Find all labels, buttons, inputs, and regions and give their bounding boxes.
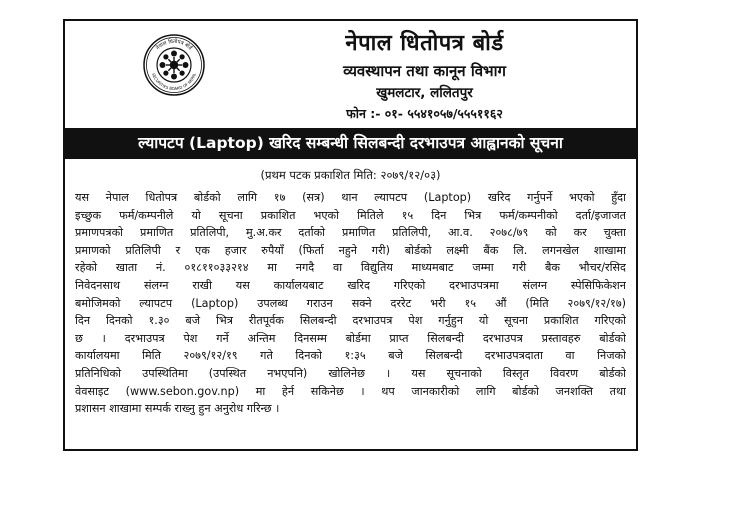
body-line: प्रशासन शाखामा सम्पर्क राख्नु हुन अनुरोध गरिन्छ ।	[75, 402, 280, 416]
notice-title: ल्यापटप (Laptop) खरिद सम्बन्धी सिलबन्दी दरभाउपत्र आह्वानको सूचना	[65, 128, 636, 159]
body-line: प्रमाणपत्रको प्रमाणित प्रतिलिपी, मु.अ.कर दर्ताको प्रमाणित प्रतिलिपी, आ.व. २०७८/७९ को कर चुक्ता	[75, 226, 626, 240]
notice-body	[75, 189, 626, 418]
seal-top-text: नेपाल धितोपत्र बोर्ड	[155, 38, 193, 52]
body-line: वेवसाइट (www.sebon.gov.np) मा हेर्न सकिनेछ । थप जानकारीको लागि बोर्डको जनशक्ति तथा	[75, 384, 626, 398]
notice-header	[65, 21, 636, 125]
body-line: इच्छुक फर्म/कम्पनीले यो सूचना प्रकाशित भएको मितिले १५ दिन भित्र फर्म/कम्पनीको दर्ता/इजाजत	[75, 208, 626, 222]
department-name: व्यवस्थापन तथा कानून विभाग	[343, 62, 506, 80]
body-line: छ । दरभाउपत्र पेश गर्ने अन्तिम दिनसम्म बोर्डमा प्राप्त सिलबन्दी दरभाउपत्र प्रस्तावहरु बोर्डको	[75, 331, 626, 345]
first-published-date: (प्रथम पटक प्रकाशित मिति: २०७९/१२/०३)	[260, 168, 441, 182]
org-address: खुमलटार, ललितपुर	[376, 85, 473, 101]
notice-box	[63, 19, 638, 451]
sebon-seal-icon	[143, 34, 205, 96]
body-line: रहेको खाता नं. ०१८११०३३२१४ मा नगदै वा विद्युतिय माध्यमबाट जम्मा गरी बैक भौचर/रसिद	[75, 261, 626, 275]
body-line: प्रमाणको प्रतिलिपी र एक हजार रुपैयाँ (फिर्ता नहुने गरी) बोर्डको लक्ष्मी बैंक लि. लगनखेल शाखामा	[75, 243, 626, 257]
org-name: नेपाल धितोपत्र बोर्ड	[345, 31, 504, 56]
body-line: बमोजिमको ल्यापटप (Laptop) उपलब्ध गराउन सक्ने दररेट भरी १५ औं (मिति २०७९/१२/१७)	[75, 296, 626, 310]
org-phone: फोन :- ०१- ५५४१०५७/५५५११६२	[346, 106, 503, 121]
seal-bottom-text: SECURITIES BOARD OF NEPAL	[151, 72, 197, 92]
body-line: निवेदनसाथ संलग्न राखी यस कार्यालयबाट खरिद गरिएको दरभाउपत्रमा संलग्न स्पेसिफिकेशन	[75, 278, 626, 292]
body-line: कार्यालयमा मिति २०७९/१२/१९ गते दिनको १:३५ बजे सिलबन्दी दरभाउपत्रदाता वा निजको	[75, 349, 626, 363]
body-line: यस नेपाल धितोपत्र बोर्डको लागि १७ (सत्र) थान ल्यापटप (Laptop) खरिद गर्नुपर्ने भएको हुँदा	[75, 191, 626, 204]
body-line: प्रतिनिधिको उपस्थितिमा (उपस्थित नभएपनि) खोलिनेछ । यस सूचनाको विस्तृत विवरण बोर्डको	[75, 366, 626, 380]
body-line: दिन दिनको १.३० बजे भित्र रीतपूर्वक सिलबन्दी दरभाउपत्र पेश गर्नुहुन यो सूचना प्रकाशित गरिएको	[75, 314, 626, 328]
